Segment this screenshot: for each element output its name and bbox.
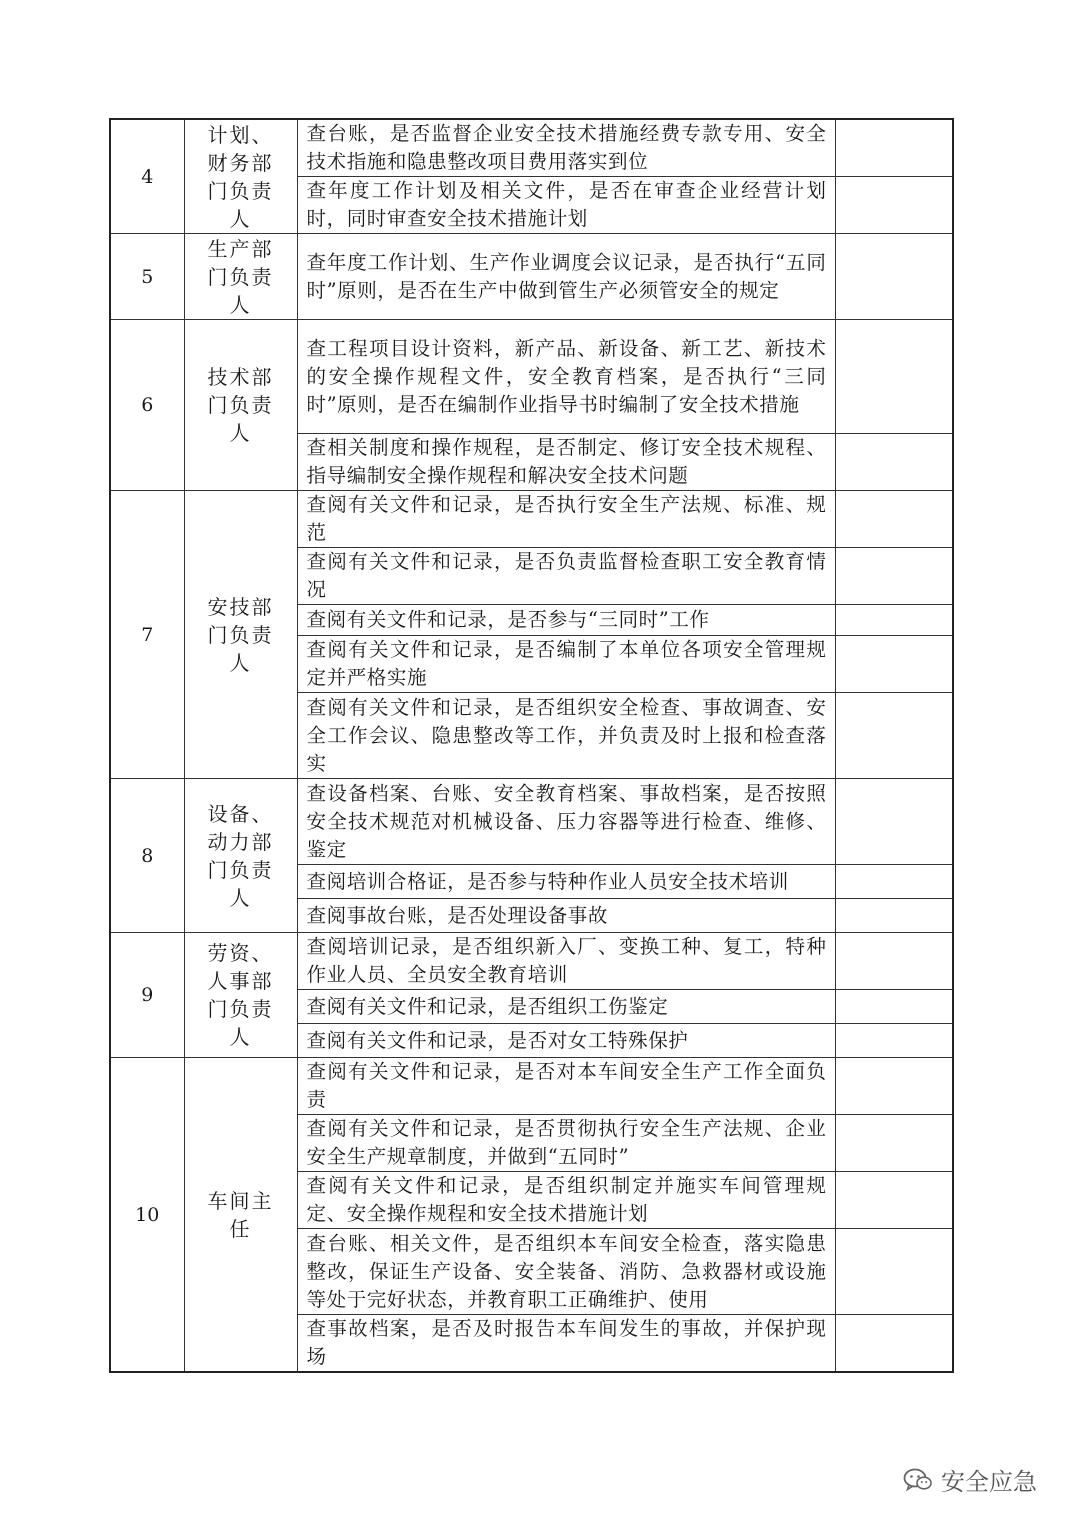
check-result-cell[interactable] [835, 491, 953, 548]
check-result-cell[interactable] [835, 636, 953, 693]
section-department: 设备、动力部门负责人 [207, 801, 274, 910]
check-item-text: 查阅有关文件和记录，是否组织工伤鉴定 [297, 990, 835, 1024]
section-department-cell [184, 119, 297, 234]
section-number: 8 [110, 779, 184, 933]
section-department-cell [184, 1058, 297, 1373]
section-number: 7 [110, 491, 184, 779]
check-result-cell[interactable] [835, 1229, 953, 1315]
table-row [110, 933, 953, 990]
check-result-cell[interactable] [835, 234, 953, 320]
watermark [903, 1462, 1037, 1497]
check-item-text: 查阅有关文件和记录，是否贯彻执行安全生产法规、企业安全生产规章制度，并做到“五同时” [297, 1115, 835, 1172]
section-department-cell [184, 320, 297, 491]
check-result-cell[interactable] [835, 990, 953, 1024]
check-result-cell[interactable] [835, 933, 953, 990]
check-item-text: 查阅有关文件和记录，是否执行安全生产法规、标准、规范 [297, 491, 835, 548]
check-result-cell[interactable] [835, 865, 953, 899]
section-department: 安技部门负责人 [207, 594, 274, 675]
check-result-cell[interactable] [835, 605, 953, 636]
table-row [110, 779, 953, 865]
check-item-text: 查事故档案，是否及时报告本车间发生的事故，并保护现场 [297, 1315, 835, 1373]
section-number: 4 [110, 119, 184, 234]
check-item-text: 查工程项目设计资料，新产品、新设备、新工艺、新技术的安全操作规程文件，安全教育档案，是否执行“三同时”原则，是否在编制作业指导书时编制了安全技术措施 [297, 320, 835, 434]
section-department: 技术部门负责人 [207, 365, 274, 445]
check-item-text: 查相关制度和操作规程，是否制定、修订安全技术规程、指导编制安全操作规程和解决安全技术问题 [297, 434, 835, 491]
check-result-cell[interactable] [835, 548, 953, 605]
check-item-text: 查台账、相关文件，是否组织本车间安全检查，落实隐患整改，保证生产设备、安全装备、消防、急救器材或设施等处于完好状态，并教育职工正确维护、使用 [297, 1229, 835, 1315]
check-result-cell[interactable] [835, 1024, 953, 1058]
table-row [110, 491, 953, 548]
section-number: 9 [110, 933, 184, 1058]
inspection-table [109, 118, 954, 1373]
check-result-cell[interactable] [835, 1172, 953, 1229]
check-item-text: 查阅有关文件和记录，是否参与“三同时”工作 [297, 605, 835, 636]
section-department: 劳资、人事部门负责人 [207, 941, 274, 1049]
check-result-cell[interactable] [835, 1058, 953, 1115]
check-item-text: 查阅有关文件和记录，是否对本车间安全生产工作全面负责 [297, 1058, 835, 1115]
check-result-cell[interactable] [835, 177, 953, 234]
check-item-text: 查年度工作计划、生产作业调度会议记录，是否执行“五同时”原则，是否在生产中做到管生产必须管安全的规定 [297, 234, 835, 320]
table-row [110, 234, 953, 320]
table-row [110, 1058, 953, 1115]
check-item-text: 查阅有关文件和记录，是否组织制定并施实车间管理规定、安全操作规程和安全技术措施计划 [297, 1172, 835, 1229]
watermark-text: 安全应急 [941, 1468, 1037, 1496]
check-item-text: 查年度工作计划及相关文件，是否在审查企业经营计划时，同时审查安全技术措施计划 [297, 177, 835, 234]
section-department: 计划、财务部门负责人 [207, 122, 274, 231]
table-row [110, 320, 953, 434]
wechat-icon [903, 1467, 933, 1493]
section-number: 6 [110, 320, 184, 491]
section-department-cell [184, 779, 297, 933]
check-result-cell[interactable] [835, 434, 953, 491]
section-department-cell [184, 491, 297, 779]
section-department-cell [184, 933, 297, 1058]
check-item-text: 查阅培训合格证，是否参与特种作业人员安全技术培训 [297, 865, 835, 899]
section-number: 5 [110, 234, 184, 320]
section-department: 车间主任 [207, 1188, 274, 1241]
check-result-cell[interactable] [835, 1315, 953, 1373]
check-result-cell[interactable] [835, 1115, 953, 1172]
check-item-text: 查阅培训记录，是否组织新入厂、变换工种、复工，特种作业人员、全员安全教育培训 [297, 933, 835, 990]
check-result-cell[interactable] [835, 693, 953, 779]
check-result-cell[interactable] [835, 779, 953, 865]
check-result-cell[interactable] [835, 899, 953, 933]
check-result-cell[interactable] [835, 119, 953, 177]
check-result-cell[interactable] [835, 320, 953, 434]
section-department-cell [184, 234, 297, 320]
section-number: 10 [110, 1058, 184, 1373]
section-department: 生产部门负责人 [207, 236, 274, 317]
check-item-text: 查台账，是否监督企业安全技术措施经费专款专用、安全技术指施和隐患整改项目费用落实到位 [297, 119, 835, 177]
check-item-text: 查设备档案、台账、安全教育档案、事故档案，是否按照安全技术规范对机械设备、压力容器等进行检查、维修、鉴定 [297, 779, 835, 865]
check-item-text: 查阅有关文件和记录，是否负责监督检查职工安全教育情况 [297, 548, 835, 605]
table-row [110, 119, 953, 177]
check-item-text: 查阅有关文件和记录，是否组织安全检查、事故调查、安全工作会议、隐患整改等工作，并负责及时上报和检查落实 [297, 693, 835, 779]
check-item-text: 查阅有关文件和记录，是否对女工特殊保护 [297, 1024, 835, 1058]
check-item-text: 查阅事故台账，是否处理设备事故 [297, 899, 835, 933]
check-item-text: 查阅有关文件和记录，是否编制了本单位各项安全管理规定并严格实施 [297, 636, 835, 693]
